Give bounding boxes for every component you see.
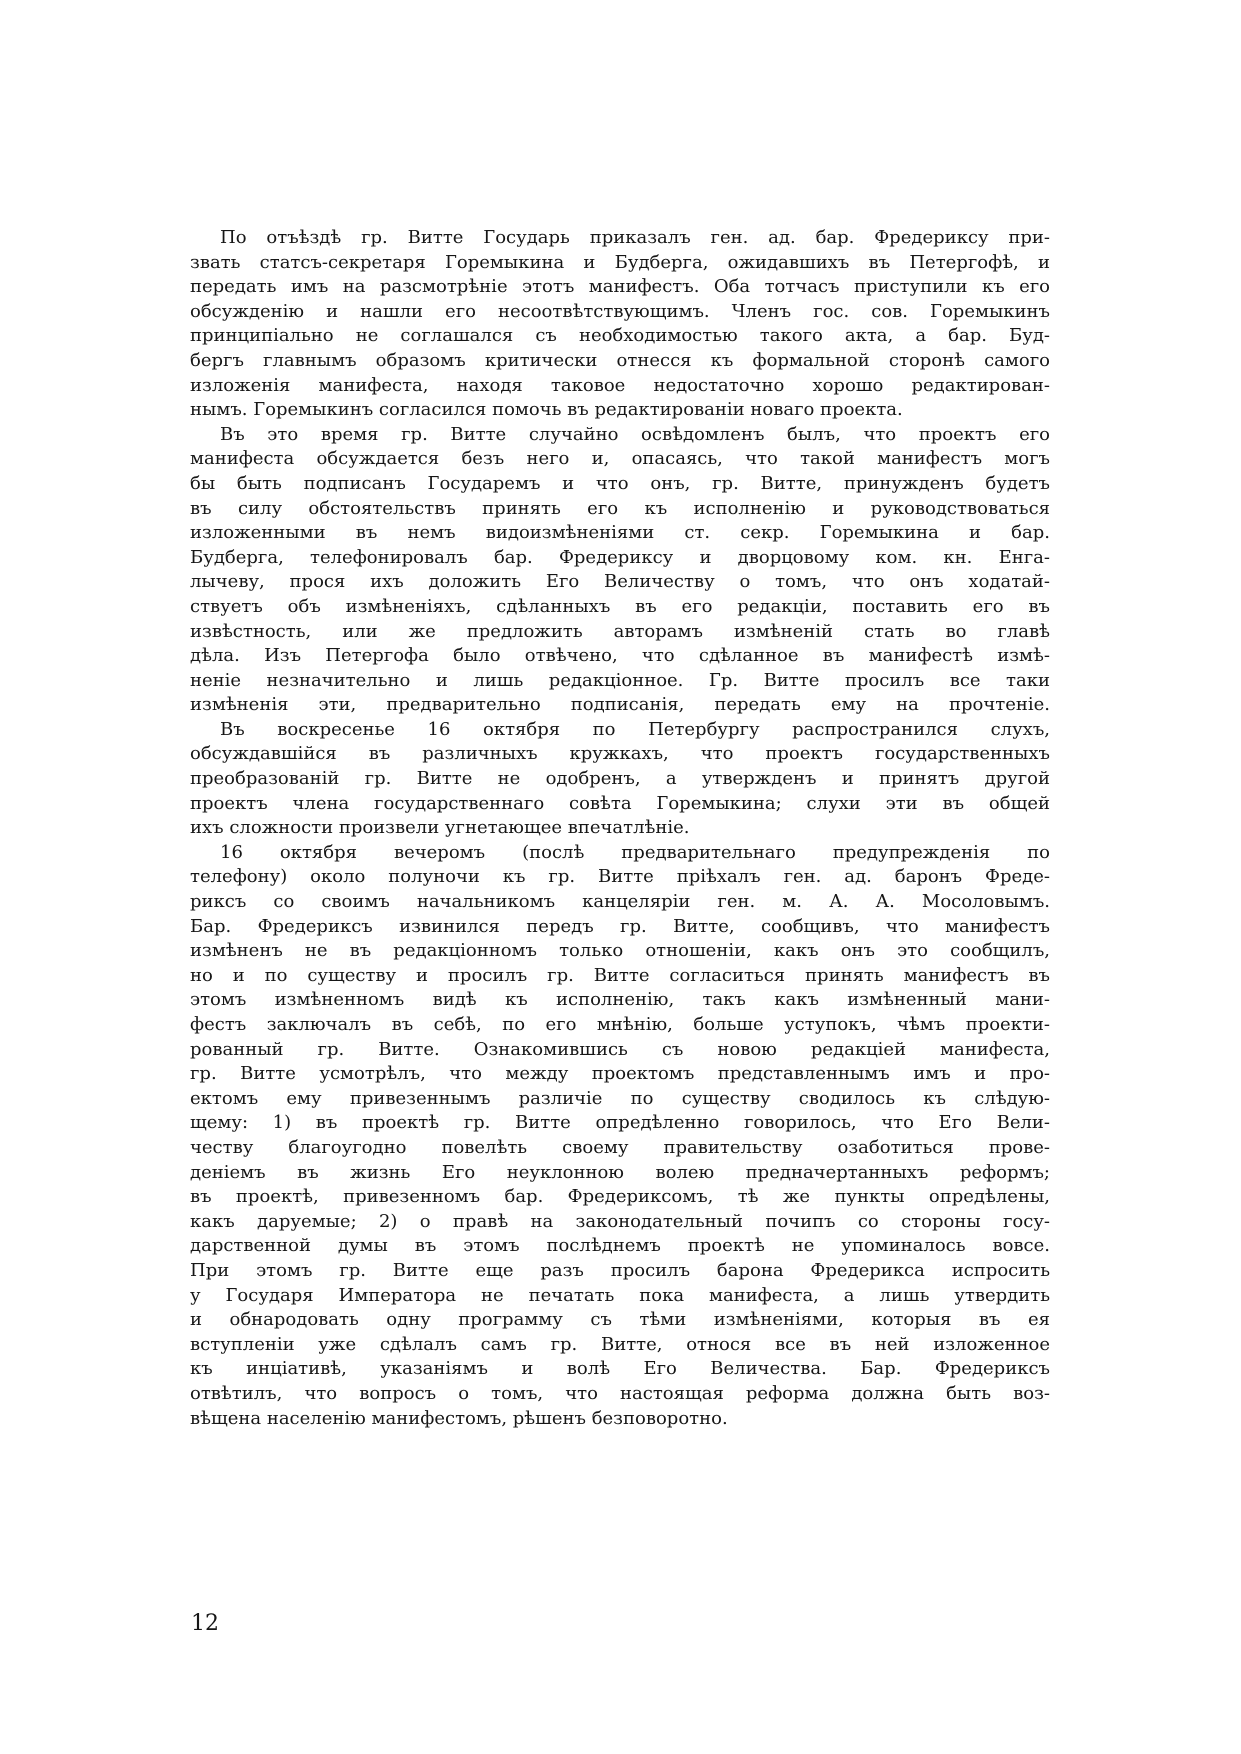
text-line: честву благоугодно повелѣть своему правительству озаботиться прове- [190,1136,1050,1158]
text-line: этомъ измѣненномъ видѣ къ исполненію, такъ какъ измѣненный мани- [190,989,1050,1011]
text-line: ствуетъ объ измѣненіяхъ, сдѣланныхъ въ его редакціи, поставить его въ [190,595,1050,617]
text-line: въ силу обстоятельствъ принять его къ исполненію и руководствоваться [190,497,1050,519]
text-line: обсужденію и нашли его несоотвѣтствующимъ. Членъ гос. сов. Горемыкинъ [190,300,1050,322]
text-line: изложенія манифеста, находя таковое недостаточно хорошо редактирован- [190,374,1050,396]
text-line: деніемъ въ жизнь Его неуклонною волею предначертанныхъ реформъ; [190,1161,1050,1183]
text-line: По отъѣздѣ гр. Витте Государь приказалъ ген. ад. бар. Фредериксу при- [220,227,1050,248]
text-line: 16 октября вечеромъ (послѣ предварительнаго предупрежденія по [220,841,1050,863]
text-line: но и по существу и просилъ гр. Витте согласиться принять манифестъ въ [190,964,1050,986]
body-text [190,226,1050,1431]
text-line: вѣщена населенію манифестомъ, рѣшенъ безповоротно. [190,1407,728,1429]
text-line: щему: 1) въ проектѣ гр. Витте опредѣленно говорилось, что Его Вели- [190,1112,1050,1134]
text-line: въ проектѣ, привезенномъ бар. Фредериксомъ, тѣ же пункты опредѣлены, [190,1186,1050,1208]
text-line: измѣненъ не въ редакціонномъ только отношеніи, какъ онъ это сообщилъ, [190,940,1050,962]
text-line: лычеву, прося ихъ доложить Его Величеству о томъ, что онъ ходатай- [190,571,1050,593]
text-line: и обнародовать одну программу съ тѣми измѣненіями, которыя въ ея [190,1309,1050,1331]
text-line: отвѣтилъ, что вопросъ о томъ, что настоящая реформа должна быть воз- [190,1382,1050,1404]
text-line: манифеста обсуждается безъ него и, опасаясь, что такой манифестъ могъ [190,448,1050,470]
text-line: ектомъ ему привезеннымъ различіе по существу сводилось къ слѣдую- [190,1087,1050,1109]
text-line: ихъ сложности произвели угнетающее впечатлѣніе. [190,817,690,839]
text-line: изложенными въ немъ видоизмѣненіями ст. секр. Горемыкина и бар. [190,522,1050,544]
text-line: неніе незначительно и лишь редакціонное. Гр. Витте просилъ все таки [190,669,1050,691]
text-line: фестъ заключалъ въ себѣ, по его мнѣнію, больше уступокъ, чѣмъ проекти- [190,1014,1050,1035]
text-line: обсуждавшійся въ различныхъ кружкахъ, что проектъ государственныхъ [190,743,1050,765]
text-line: извѣстность, или же предложить авторамъ измѣненій стать во главѣ [190,620,1050,642]
text-line: къ инціативѣ, указаніямъ и волѣ Его Величества. Бар. Фредериксъ [190,1358,1050,1380]
text-line: принципіально не соглашался съ необходимостью такого акта, а бар. Буд- [190,325,1050,347]
text-line: телефону) около полуночи къ гр. Витте пріѣхалъ ген. ад. баронъ Фреде- [190,866,1050,888]
text-line: вступленіи уже сдѣлалъ самъ гр. Витте, относя все въ ней изложенное [190,1333,1050,1355]
text-line: Въ это время гр. Витте случайно освѣдомленъ былъ, что проектъ его [220,423,1050,445]
text-line: проектъ члена государственнаго совѣта Горемыкина; слухи эти въ общей [190,792,1050,814]
text-line: рованный гр. Витте. Ознакомившись съ новою редакціей манифеста, [190,1038,1050,1060]
text-line: риксъ со своимъ начальникомъ канцеляріи ген. м. А. А. Мосоловымъ. [190,891,1050,913]
page-number: 12 [191,1611,219,1636]
text-line: у Государя Императора не печатать пока манифеста, а лишь утвердить [190,1284,1050,1306]
text-line: звать статсъ-секретаря Горемыкина и Будберга, ожидавшихъ въ Петергофѣ, и [190,251,1050,273]
text-line: преобразованій гр. Витте не одобренъ, а утвержденъ и принятъ другой [190,768,1050,790]
text-line: При этомъ гр. Витте еще разъ просилъ барона Фредерикса испросить [190,1259,1050,1281]
text-line: гр. Витте усмотрѣлъ, что между проектомъ представленнымъ имъ и про- [190,1063,1050,1085]
text-line: бы быть подписанъ Государемъ и что онъ, гр. Витте, принужденъ будетъ [190,472,1050,494]
text-line: какъ даруемые; 2) о правѣ на законодательный почипъ со стороны госу- [190,1210,1050,1232]
text-line: Бар. Фредериксъ извинился передъ гр. Витте, сообщивъ, что манифестъ [190,915,1050,937]
text-line: Будберга, телефонировалъ бар. Фредериксу и дворцовому ком. кн. Енга- [190,546,1050,568]
text-line: дѣла. Изъ Петергофа было отвѣчено, что сдѣланное въ манифестѣ измѣ- [190,645,1050,667]
text-line: нымъ. Горемыкинъ согласился помочь въ редактированіи новаго проекта. [190,399,903,421]
text-line: бергъ главнымъ образомъ критически отнесся къ формальной сторонѣ самого [190,349,1050,371]
text-line: передать имъ на разсмотрѣніе этотъ манифестъ. Оба тотчасъ приступили къ его [190,276,1050,298]
text-line: Въ воскресенье 16 октября по Петербургу распространился слухъ, [220,718,1050,740]
text-line: измѣненія эти, предварительно подписанія, передать ему на прочтеніе. [190,694,1050,716]
text-line: дарственной думы въ этомъ послѣднемъ проектѣ не упоминалось вовсе. [190,1235,1050,1257]
